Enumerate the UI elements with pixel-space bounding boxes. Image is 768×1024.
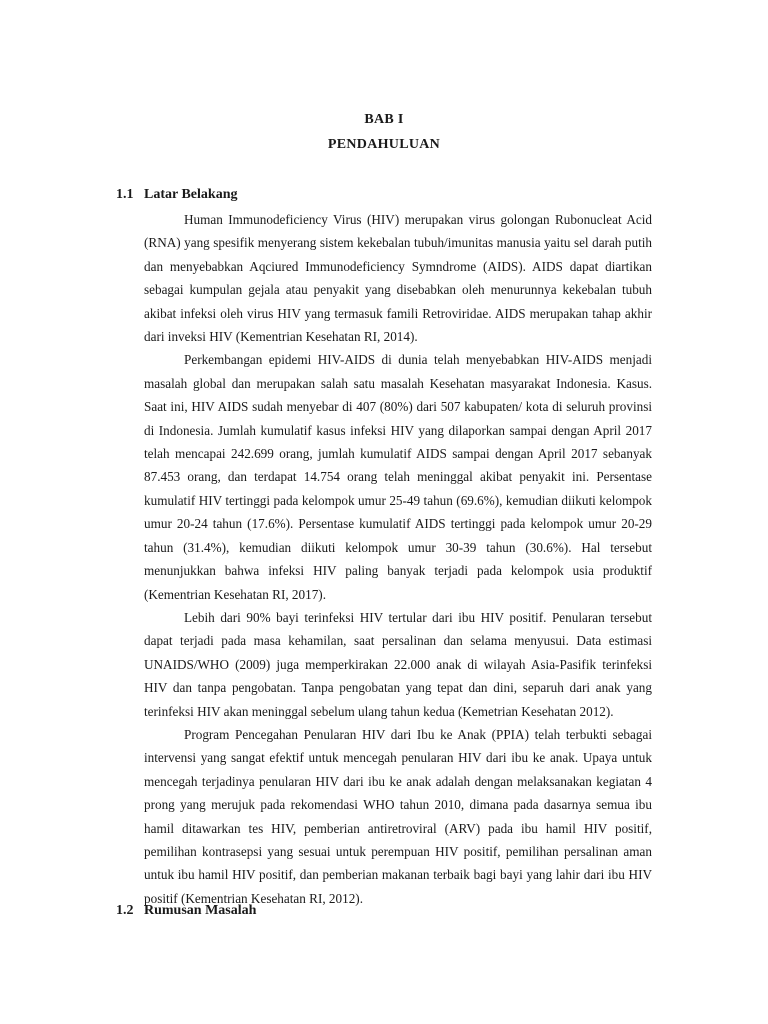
paragraph: Lebih dari 90% bayi terinfeksi HIV tertular dari ibu HIV positif. Penularan tersebut dapat terjadi pada masa kehamilan, saat persalinan dan selama menyusui. Data estimasi UNAIDS/WHO (2009) juga memperkirakan 22.000 anak di wilayah Asia-Pasifik terinfeksi HIV dan tanpa pengobatan. Tanpa pengobatan yang tepat dan dini, separuh dari anak yang terinfeksi HIV akan meninggal sebelum ulang tahun kedua (Kemetrian Kesehatan 2012). — [144, 609, 652, 719]
chapter-number: BAB I — [364, 112, 404, 127]
section-heading-latar-belakang — [116, 187, 237, 203]
chapter-title: PENDAHULUAN — [327, 137, 441, 152]
paragraph: Program Pencegahan Penularan HIV dari Ibu ke Anak (PPIA) telah terbukti sebagai intervensi yang sangat efektif untuk mencegah penularan HIV dari ibu ke anak. Upaya untuk mencegah terjadinya penularan HIV dari ibu ke anak adalah dengan melaksanakan kegiatan 4 prong yang merujuk pada rekomendasi WHO tahun 2010, dimana pada dasarnya semua ibu hamil ditawarkan tes HIV, pemberian antiretroviral (ARV) pada ibu hamil HIV positif, pemilihan kontrasepsi yang sesuai untuk perempuan HIV positif, pemilihan persalinan aman untuk ibu hamil HIV positif, dan pemberian makanan terbaik bagi bayi yang lahir dari ibu HIV positif (Kementrian Kesehatan RI, 2012). — [144, 726, 652, 906]
section-number: 1.2 — [116, 903, 134, 918]
section-heading-rumusan-masalah — [116, 903, 256, 919]
paragraph: Human Immunodeficiency Virus (HIV) merupakan virus golongan Rubonucleat Acid (RNA) yang spesifik menyerang sistem kekebalan tubuh/imunitas manusia yaitu sel darah putih dan menyebabkan Aqciured Immunodeficiency Symndrome (AIDS). AIDS dapat diartikan sebagai kumpulan gejala atau penyakit yang disebabkan oleh menurunnya kekebalan tubuh akibat infeksi oleh virus HIV yang termasuk famili Retroviridae. AIDS merupakan tahap akhir dari inveksi HIV (Kementrian Kesehatan RI, 2014). — [144, 212, 652, 345]
section-body — [144, 208, 652, 910]
section-number: 1.1 — [116, 187, 134, 202]
paragraph: Perkembangan epidemi HIV-AIDS di dunia telah menyebabkan HIV-AIDS menjadi masalah global dan merupakan salah satu masalah Kesehatan masyarakat Indonesia. Kasus. Saat ini, HIV AIDS sudah menyebar di 407 (80%) dari 507 kabupaten/ kota di seluruh provinsi di Indonesia. Jumlah kumulatif kasus infeksi HIV yang dilaporkan sampai dengan April 2017 telah mencapai 242.699 orang, jumlah kumulatif AIDS sampai dengan April 2017 sebanyak 87.453 orang, dan terdapat 14.754 orang telah meninggal akibat penyakit ini. Persentase kumulatif HIV tertinggi pada kelompok umur 25-49 tahun (69.6%), kemudian diikuti kelompok umur 20-24 tahun (17.6%). Persentase kumulatif AIDS tertinggi pada kelompok umur 20-29 tahun (31.4%), kemudian diikuti kelompok umur 30-39 tahun (30.6%). Hal tersebut menunjukkan bahwa infeksi HIV paling banyak terjadi pada kelompok usia produktif (Kementrian Kesehatan RI, 2017). — [144, 352, 652, 602]
section-title: Rumusan Masalah — [144, 903, 257, 918]
section-title: Latar Belakang — [144, 187, 238, 202]
